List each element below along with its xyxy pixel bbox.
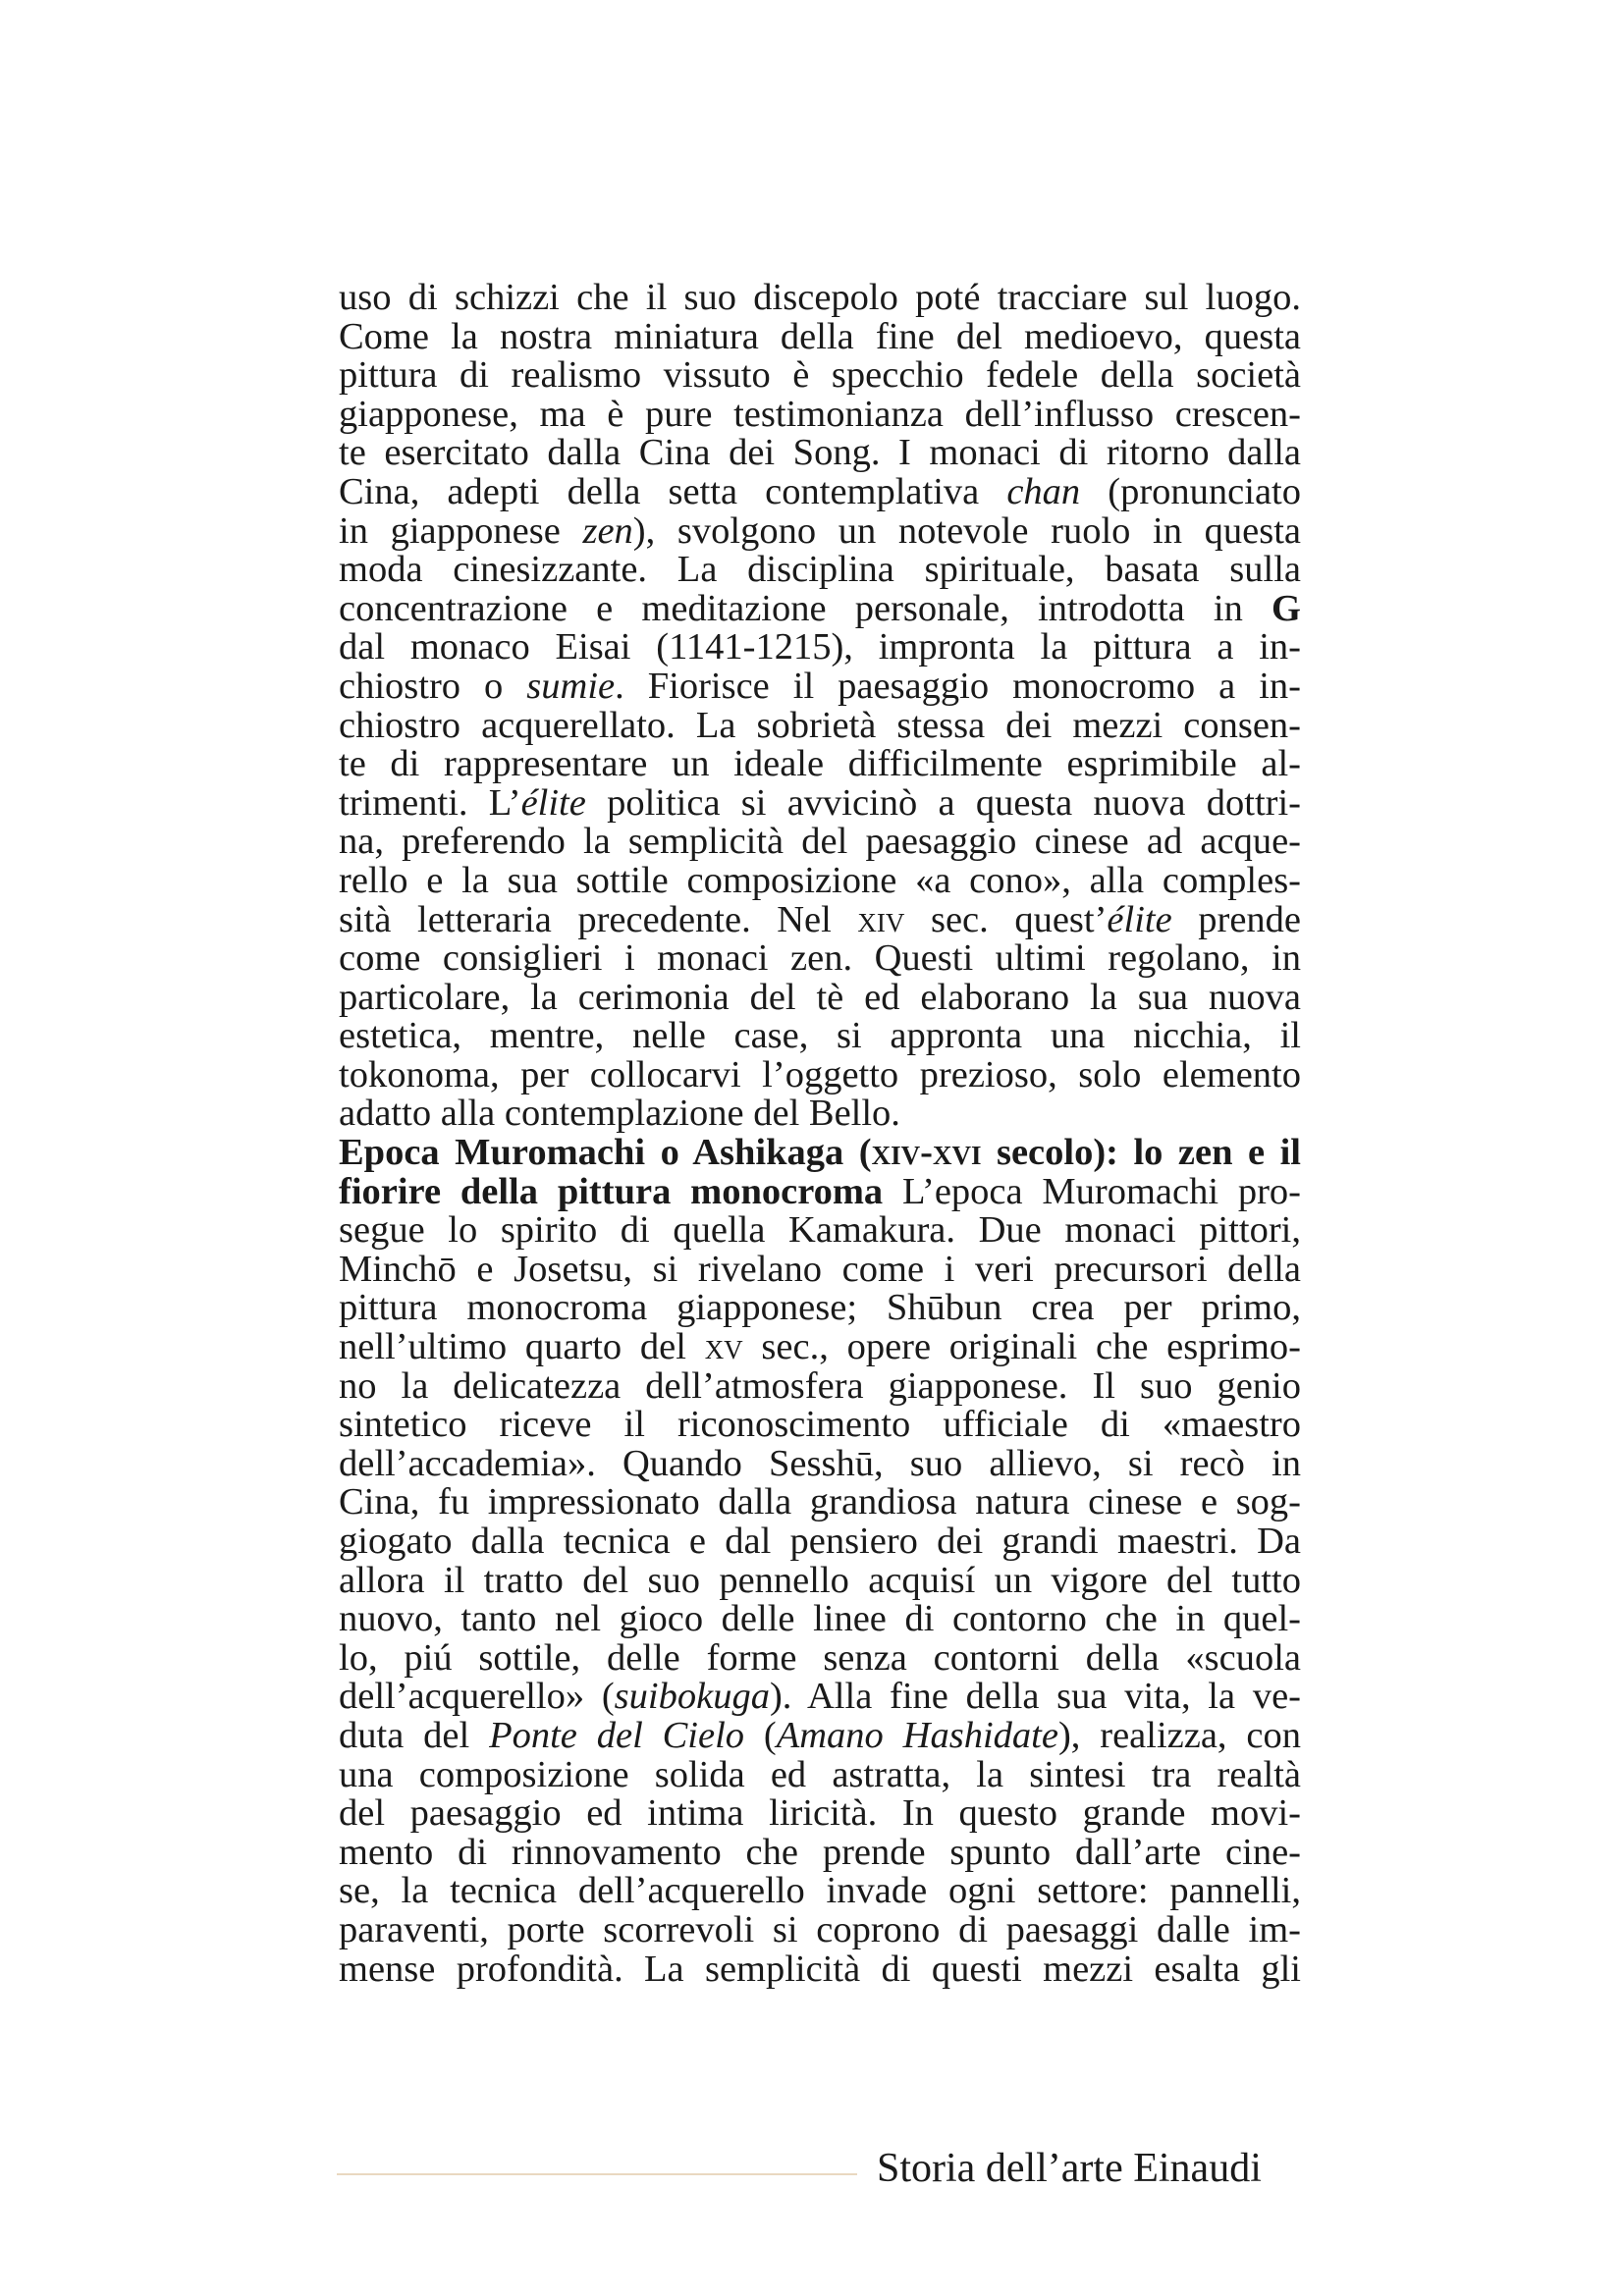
- text-run: Come la nostra miniatura della fine del medioevo, questa: [339, 315, 1301, 357]
- text-run: Cina, fu impressionato dalla grandiosa natura cinese e sog-: [339, 1481, 1301, 1523]
- text-line: [339, 1908, 1301, 1950]
- text-run: concentrazione e meditazione personale, introdotta in: [339, 587, 1272, 629]
- text-line: [339, 1794, 1301, 1834]
- text-run: chiostro acquerellato. La sobrietà stessa dei mezzi consen-: [339, 704, 1301, 746]
- text-line: [339, 1678, 1301, 1717]
- text-run: una composizione solida ed astratta, la sintesi tra realtà: [339, 1753, 1301, 1795]
- text-line: [339, 1872, 1301, 1911]
- text-line: [339, 393, 1301, 435]
- text-run: xiv: [857, 898, 905, 940]
- text-run: xv: [704, 1326, 743, 1368]
- text-run: tokonoma, per collocarvi l’oggetto prezioso, solo elemento: [339, 1053, 1301, 1095]
- text-run: sec., opere originali che esprimo-: [742, 1326, 1301, 1368]
- text-line: [339, 279, 1301, 318]
- text-line: [339, 976, 1301, 1018]
- text-line: [339, 1950, 1301, 1990]
- text-run: (: [744, 1714, 777, 1756]
- text-run: trimenti. L’: [339, 781, 521, 824]
- text-run: pittura monocroma giapponese; Shūbun crea per primo,: [339, 1287, 1301, 1329]
- text-run: sità letteraria precedente. Nel: [339, 898, 858, 940]
- text-run: . Fiorisce il paesaggio monocromo a in-: [615, 665, 1301, 707]
- text-line: [339, 1364, 1301, 1407]
- text-line: [339, 1522, 1301, 1562]
- text-run: uso di schizzi che il suo discepolo poté tracciare sul luogo.: [339, 277, 1301, 318]
- text-line: [339, 823, 1301, 862]
- text-line: [339, 356, 1301, 396]
- text-line: [339, 1406, 1301, 1445]
- text-run: nuovo, tanto nel gioco delle linee di contorno che in quel-: [339, 1598, 1301, 1640]
- text-run: nell’ultimo quarto del: [339, 1326, 705, 1368]
- text-run: te di rappresentare un ideale difficilmente esprimibile al-: [339, 743, 1301, 785]
- text-run: ), realizza, con: [1057, 1714, 1301, 1756]
- text-run: dell’accademia». Quando Sesshū, suo allievo, si recò in: [339, 1442, 1301, 1484]
- text-run: ), svolgono un notevole ruolo in questa: [632, 509, 1302, 552]
- text-run: élite: [520, 781, 586, 824]
- text-line: [339, 1600, 1301, 1639]
- text-line: [339, 1170, 1301, 1212]
- text-line: [339, 1134, 1301, 1173]
- text-run: dell’acquerello» (: [339, 1676, 615, 1718]
- text-run: sumie: [526, 665, 616, 707]
- text-run: Cina, adepti della setta contemplativa: [339, 470, 1007, 512]
- text-run: particolare, la cerimonia del tè ed elaborano la sua nuova: [339, 976, 1301, 1018]
- text-run: chan: [1006, 470, 1081, 512]
- text-run: lo, piú sottile, delle forme senza contorni della «scuola: [339, 1636, 1301, 1679]
- text-line: [339, 781, 1301, 824]
- text-run: Epoca Muromachi o Ashikaga (: [339, 1132, 872, 1174]
- text-line: [339, 1559, 1301, 1601]
- text-run: chiostro o: [339, 665, 527, 707]
- text-line: [339, 898, 1302, 940]
- text-line: [339, 1831, 1301, 1873]
- body-text: [339, 279, 1301, 1989]
- text-run: giapponese, ma è pure testimonianza dell’influsso crescen-: [339, 393, 1301, 435]
- text-line: [339, 1095, 1301, 1134]
- text-run: suibokuga: [614, 1676, 770, 1718]
- text-line: [339, 315, 1301, 357]
- text-line: [339, 509, 1302, 552]
- text-run: segue lo spirito di quella Kamakura. Due monaci pittori,: [339, 1209, 1301, 1252]
- text-line: [339, 1442, 1301, 1484]
- text-run: rello e la sua sottile composizione «a cono», alla comples-: [339, 859, 1301, 901]
- text-run: duta del: [339, 1714, 490, 1756]
- text-run: estetica, mentre, nelle case, si appronta una nicchia, il: [339, 1015, 1301, 1057]
- text-line: [339, 1714, 1301, 1756]
- footer-rule: [337, 2173, 857, 2175]
- text-run: in giapponese: [339, 509, 583, 552]
- text-run: secolo): lo zen e il: [981, 1132, 1302, 1174]
- text-line: [339, 667, 1301, 707]
- text-line: [339, 1017, 1301, 1056]
- text-line: [339, 704, 1301, 746]
- text-run: prende: [1171, 898, 1302, 940]
- text-run: na, preferendo la semplicità del paesaggio cinese ad acque-: [339, 821, 1301, 863]
- text-run: xiv-xvi: [871, 1132, 982, 1174]
- text-line: [339, 1753, 1301, 1795]
- text-run: allora il tratto del suo pennello acquisí un vigore del tutto: [339, 1559, 1301, 1601]
- text-run: come consiglieri i monaci zen. Questi ultimi regolano, in: [339, 937, 1301, 980]
- text-line: [339, 939, 1301, 979]
- text-line: [339, 1053, 1301, 1095]
- footer-title: Storia dell’arte Einaudi: [877, 2146, 1262, 2191]
- text-run: sec. quest’: [904, 898, 1108, 940]
- text-line: [339, 745, 1301, 784]
- text-run: (pronunciato: [1080, 470, 1301, 512]
- text-run: moda cinesizzante. La disciplina spirituale, basata sulla: [339, 549, 1301, 591]
- text-run: mento di rinnovamento che prende spunto dall’arte cine-: [339, 1831, 1301, 1873]
- text-run: Minchō e Josetsu, si rivelano come i veri precursori della: [339, 1248, 1301, 1290]
- text-line: [339, 1483, 1301, 1522]
- text-line: [339, 551, 1301, 590]
- text-run: L’epoca Muromachi pro-: [883, 1170, 1301, 1212]
- text-run: Ponte del Cielo: [489, 1714, 745, 1756]
- text-run: zen: [582, 509, 633, 552]
- text-run: mense profondità. La semplicità di questi mezzi esalta gli: [339, 1948, 1301, 1990]
- text-line: [339, 1248, 1301, 1290]
- text-run: se, la tecnica dell’acquerello invade ogni settore: pannelli,: [339, 1870, 1301, 1912]
- text-run: dal monaco Eisai (1141-1215), impronta la pittura a in-: [339, 626, 1301, 668]
- text-line: [339, 587, 1301, 629]
- text-line: [339, 1636, 1301, 1679]
- text-run: giogato dalla tecnica e dal pensiero dei grandi maestri. Da: [339, 1521, 1301, 1562]
- text-line: [339, 859, 1301, 901]
- text-run: te esercitato dalla Cina dei Song. I monaci di ritorno dalla: [339, 432, 1301, 474]
- text-line: [339, 1211, 1301, 1251]
- text-run: del paesaggio ed intima liricità. In questo grande movi-: [339, 1792, 1301, 1835]
- text-line: [339, 628, 1301, 667]
- text-line: [339, 1328, 1301, 1367]
- text-line: [339, 1289, 1301, 1328]
- text-run: ). Alla fine della sua vita, la ve-: [769, 1676, 1301, 1718]
- text-run: paraventi, porte scorrevoli si coprono di paesaggi dalle im-: [339, 1908, 1301, 1950]
- text-run: politica si avvicinò a questa nuova dottri-: [585, 781, 1301, 824]
- text-run: élite: [1107, 898, 1172, 940]
- text-run: sintetico riceve il riconoscimento ufficiale di «maestro: [339, 1404, 1301, 1446]
- text-run: adatto alla contemplazione del Bello.: [339, 1093, 900, 1135]
- text-run: no la delicatezza dell’atmosfera giapponese. Il suo genio: [339, 1364, 1301, 1407]
- text-line: [339, 470, 1301, 512]
- text-run: G: [1271, 587, 1301, 629]
- text-run: fiorire della pittura monocroma: [339, 1170, 884, 1212]
- text-run: pittura di realismo vissuto è specchio fedele della società: [339, 354, 1301, 397]
- text-run: Amano Hashidate: [776, 1714, 1058, 1756]
- text-line: [339, 434, 1301, 473]
